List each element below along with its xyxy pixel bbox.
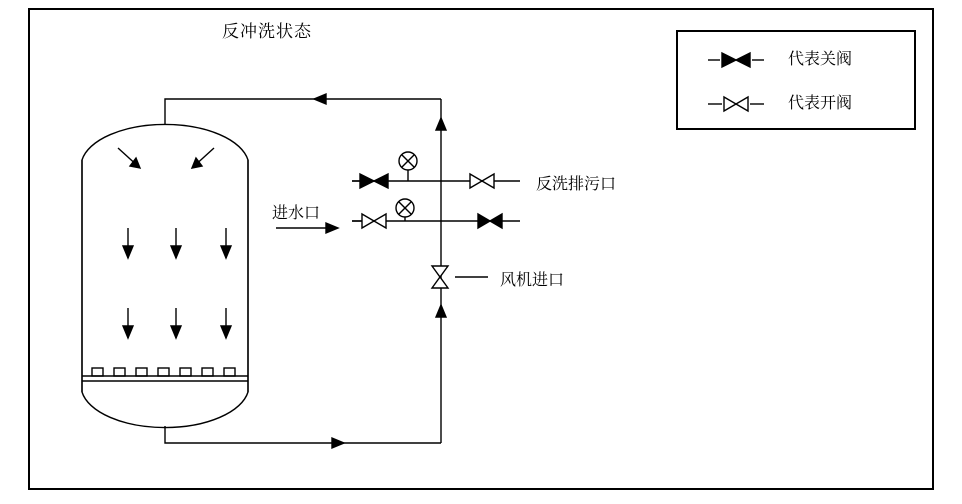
- legend-label-closed-valve: 代表关阀: [788, 51, 853, 68]
- legend-item-closed-valve: [678, 44, 914, 78]
- closed-valve-symbol: [706, 50, 766, 70]
- label-inlet: 进水口: [272, 205, 321, 222]
- label-backwash-drain: 反洗排污口: [536, 176, 617, 193]
- open-valve-symbol: [706, 94, 766, 114]
- legend-box: [676, 30, 916, 130]
- page-title: 反冲洗状态: [222, 22, 312, 41]
- label-fan-inlet: 风机进口: [500, 272, 565, 289]
- legend-item-open-valve: [678, 88, 914, 122]
- legend-label-open-valve: 代表开阀: [788, 95, 853, 112]
